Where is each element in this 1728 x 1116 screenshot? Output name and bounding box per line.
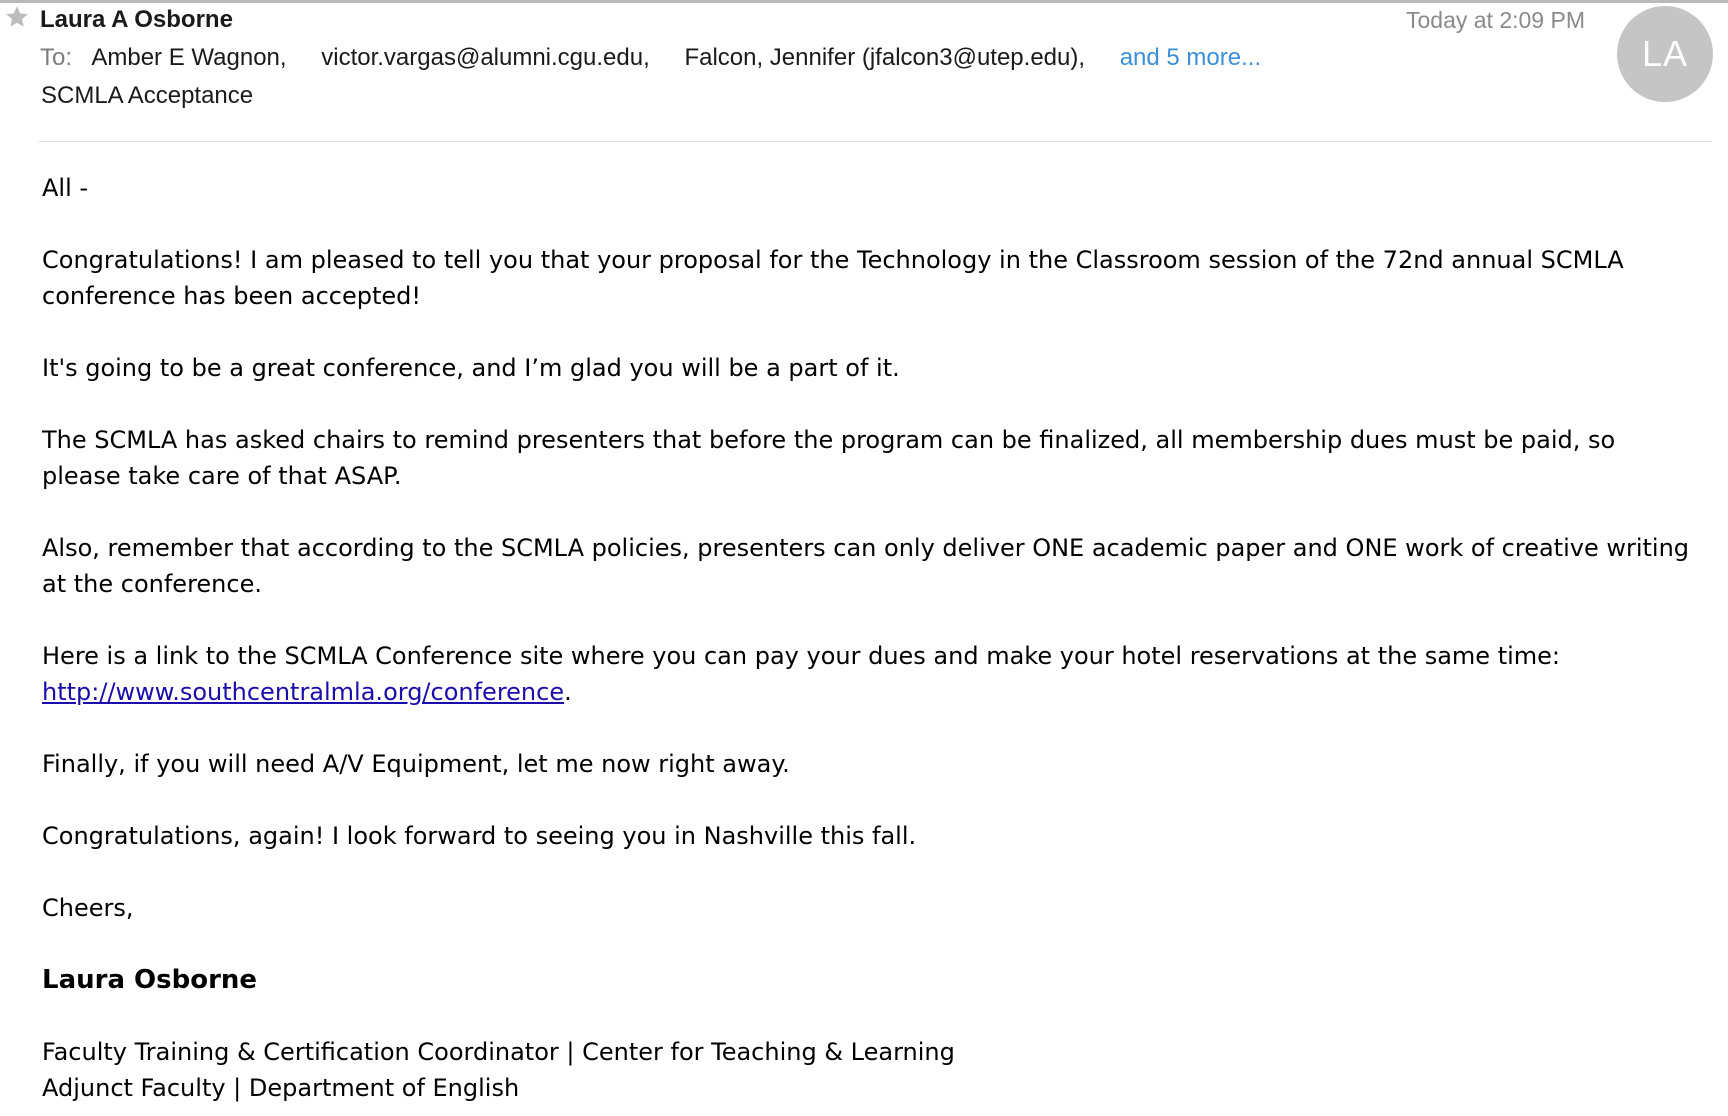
- paragraph-policies: Also, remember that according to the SCMLA policies, presenters can only deliver ONE academic paper and ONE work of creative writing at the conference.: [42, 534, 1690, 598]
- avatar[interactable]: LA: [1617, 6, 1713, 102]
- signature-name: Laura Osborne: [42, 965, 258, 995]
- sender-name[interactable]: Laura A Osborne: [40, 6, 233, 33]
- paragraph-great-conference: It's going to be a great conference, and I’m glad you will be a part of it.: [42, 354, 900, 382]
- message-body: [42, 170, 1692, 1106]
- header-divider: [38, 141, 1712, 142]
- signature-line-2: Adjunct Faculty | Department of English: [42, 1074, 520, 1102]
- message-timestamp: Today at 2:09 PM: [1406, 7, 1585, 33]
- paragraph-conference-link: [42, 638, 1692, 710]
- signature-block: [42, 1034, 1692, 1106]
- greeting: All -: [42, 174, 89, 202]
- message-header: [0, 0, 1728, 145]
- paragraph-closing-congrats: Congratulations, again! I look forward to seeing you in Nashville this fall.: [42, 822, 917, 850]
- paragraph-congratulations: Congratulations! I am pleased to tell you that your proposal for the Technology in the Classroom session of the 72nd annual SCMLA conference has been accepted!: [42, 246, 1624, 310]
- recipient[interactable]: victor.vargas@alumni.cgu.edu,: [321, 44, 650, 71]
- link-intro-text: Here is a link to the SCMLA Conference site where you can pay your dues and make your hotel reservations at the same time:: [42, 642, 1561, 670]
- signature-line-1: Faculty Training & Certification Coordinator | Center for Teaching & Learning: [42, 1038, 955, 1066]
- link-period: .: [564, 678, 572, 706]
- star-icon[interactable]: [4, 4, 30, 30]
- recipients-row: [40, 44, 1261, 72]
- subject-line: SCMLA Acceptance: [41, 82, 254, 109]
- paragraph-av-equipment: Finally, if you will need A/V Equipment, let me now right away.: [42, 750, 790, 778]
- paragraph-membership-dues: The SCMLA has asked chairs to remind presenters that before the program can be finalized, all membership dues must be paid, so please take care of that ASAP.: [42, 426, 1616, 490]
- recipient[interactable]: Falcon, Jennifer (jfalcon3@utep.edu),: [684, 44, 1086, 71]
- closing: Cheers,: [42, 894, 134, 922]
- conference-link[interactable]: http://www.southcentralmla.org/conference: [42, 678, 565, 706]
- recipient[interactable]: Amber E Wagnon,: [91, 44, 287, 71]
- to-label: To:: [40, 44, 73, 71]
- more-recipients-link[interactable]: and 5 more...: [1119, 44, 1262, 71]
